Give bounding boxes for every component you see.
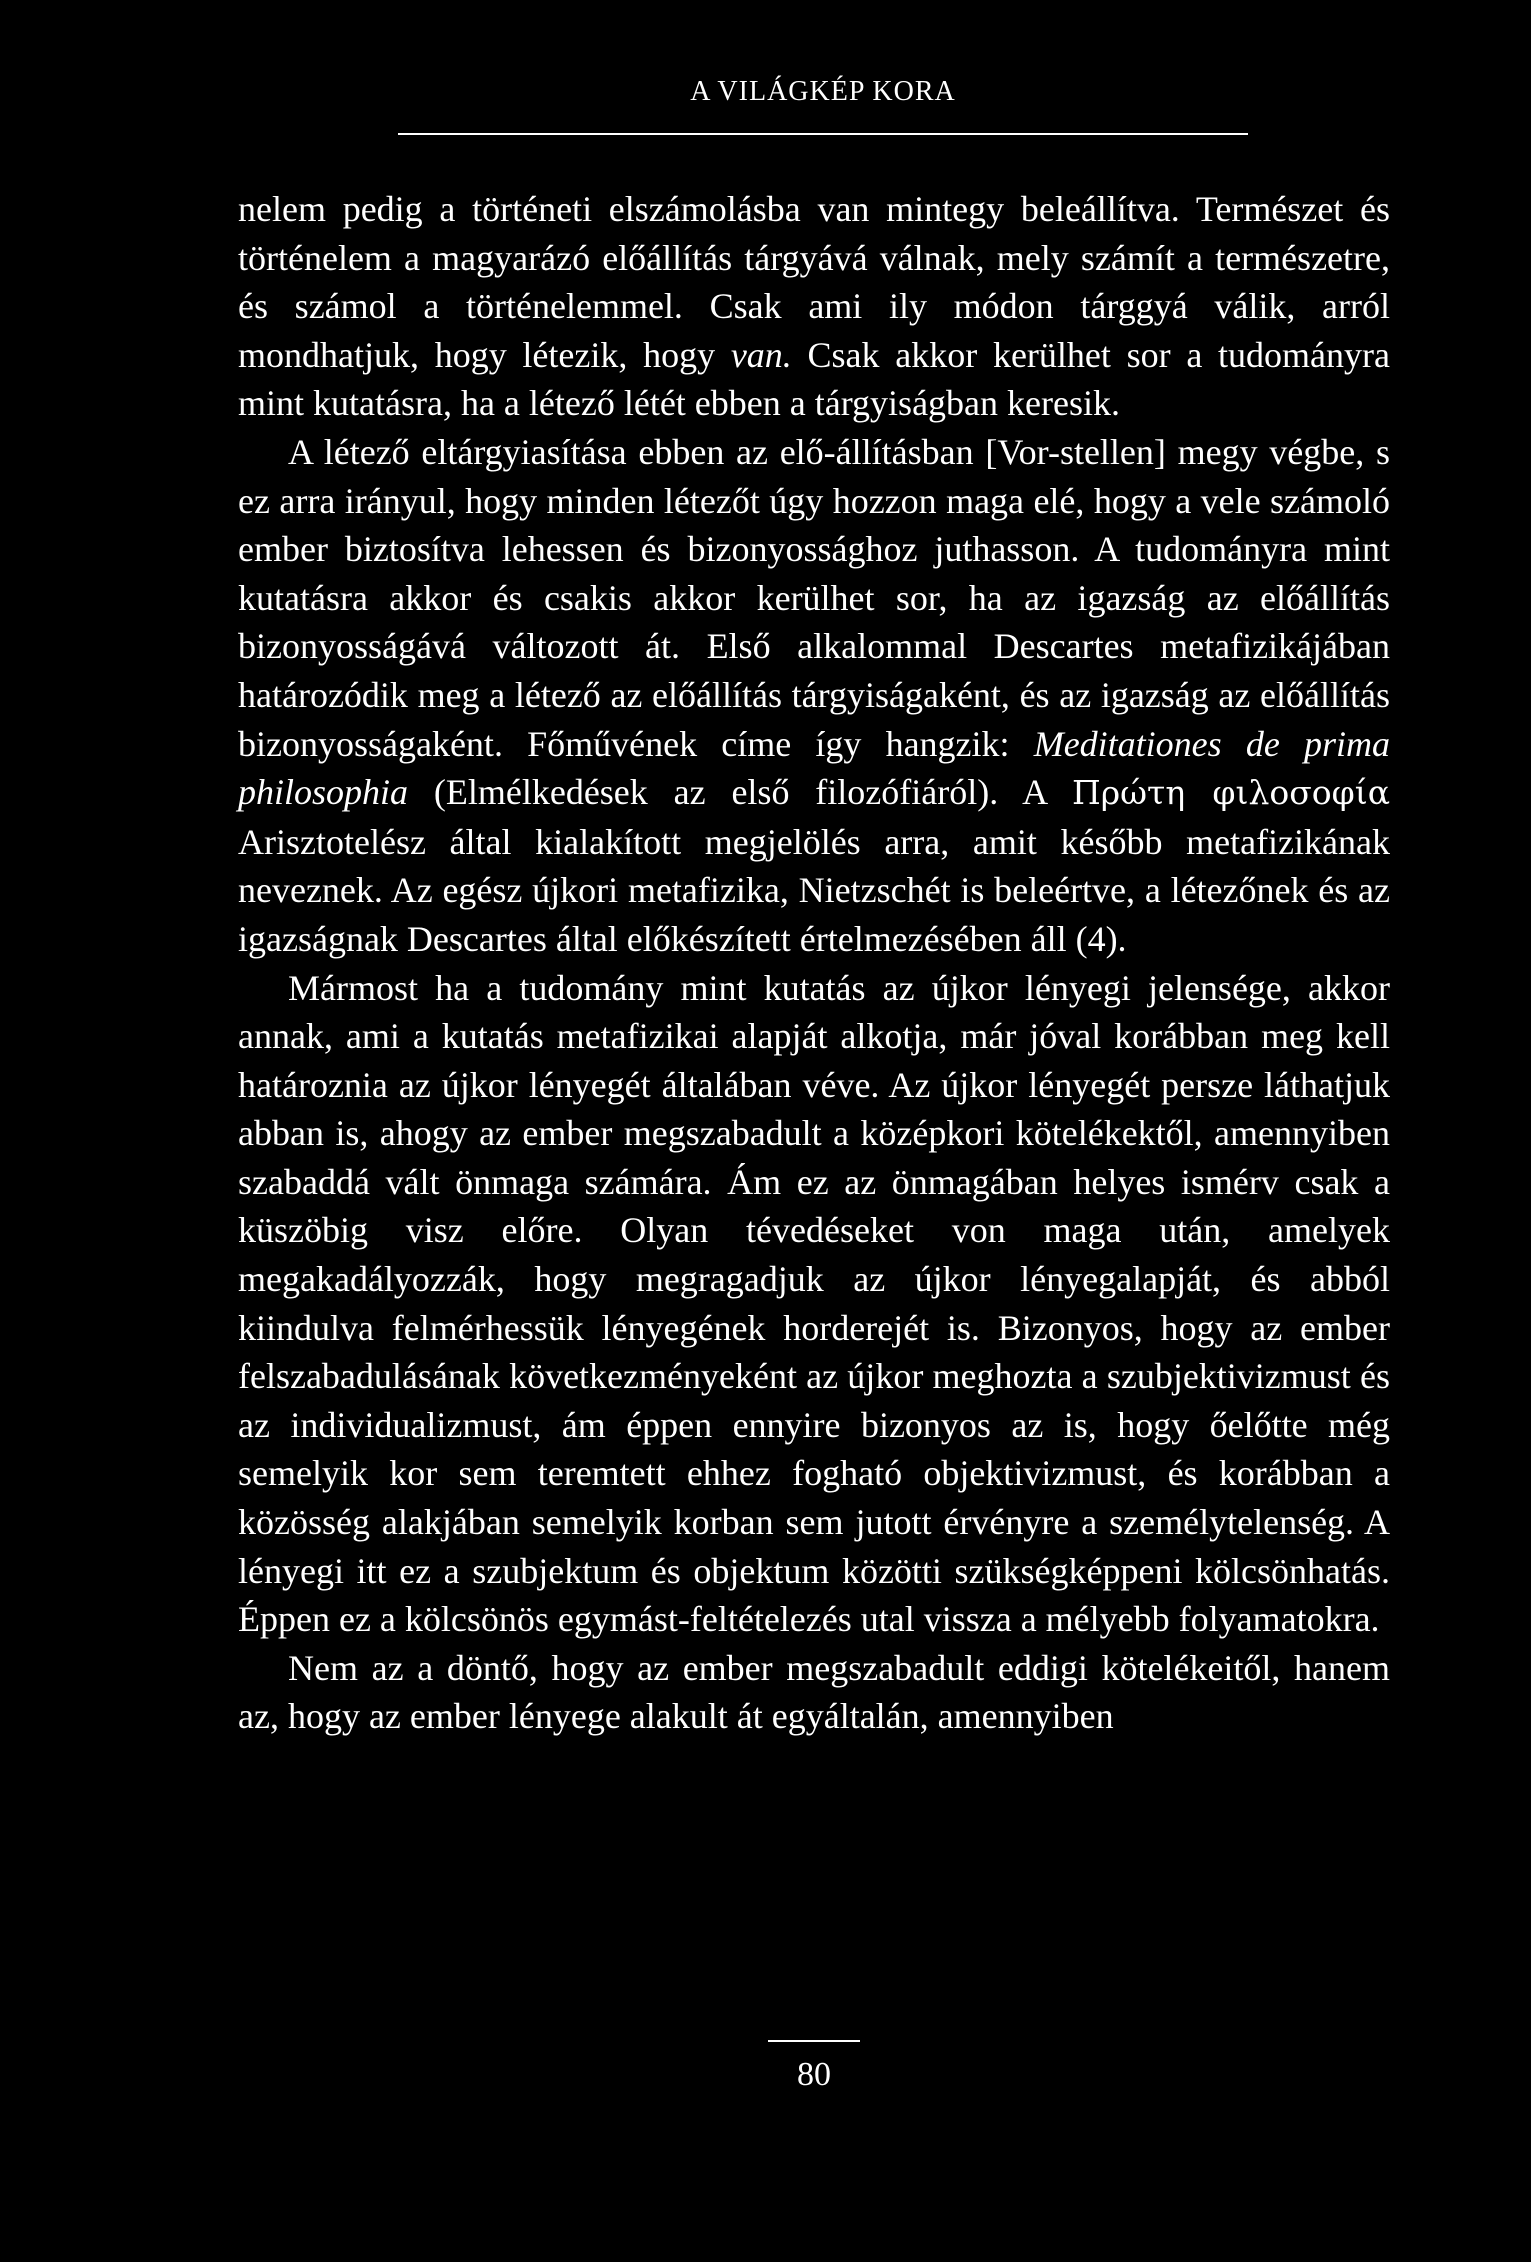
paragraph-3: Mármost ha a tudomány mint kutatás az újkor lényegi jelensége, akkor annak, ami a kutatás metafizikai alapját alkotja, már jóval korábban meg kell határoznia az újkor lényegét általában véve. Az újkor lényegét persze láthatjuk abban is, ahogy az ember megszabadult a középkori kötelékektől, amennyiben szabaddá vált önmaga számára. Ám ez az önmagában helyes ismérv csak a küszöbig visz előre. Olyan tévedéseket von maga után, amelyek megakadályozzák, hogy megragadjuk az újkor lényegalapját, és abból kiindulva felmérhessük lényegének horderejét is. Bizonyos, hogy az ember felszabadulásának következményeként az újkor meghozta a szubjektivizmust és az individualizmust, ám éppen ennyire bizonyos az is, hogy őelőtte még semelyik kor sem teremtett ehhez fogható objektivizmust, és korábban a közösség alakjában semelyik korban sem jutott érvényre a személytelenség. A lényegi itt ez a szubjektum és objektum közötti szükségképpeni kölcsönhatás. Éppen ez a kölcsönös egymást-feltételezés utal vissza a mélyebb folyamatokra. [238,967,1390,1640]
paragraph-1-emphasis: van. [730,334,792,375]
paragraph-2-text-b: (Elmélkedések az első filozófiáról). A [408,772,1072,813]
body-text [238,185,1390,1741]
paragraph-2 [238,428,1390,964]
greek-phrase: Πρώτη φιλοσοφία [1071,773,1390,813]
paragraph-2-text-a: A létező eltárgyiasítása ebben az elő-állításban [Vor-stellen] megy végbe, s ez arra irányul, hogy minden létezőt úgy hozzon maga elé, hogy a vele számoló ember biztosítva lehessen és bizonyossághoz juthasson. A tudományra mint kutatásra akkor és csakis akkor kerülhet sor, ha az igazság az előállítás bizonyosságává változott át. Első alkalommal Descartes metafizikájában határozódik meg a létező az előállítás tárgyiságaként, és az igazság az előállítás bizonyosságaként. Főművének címe így hangzik: [238,431,1390,764]
paragraph-1-text-b: Csak akkor kerülhet sor a tudományra mint kutatásra, ha a létező létét ebben a tárgyiságban keresik. [238,334,1390,424]
paragraph-1 [238,185,1390,428]
footer-rule [768,2040,860,2042]
header-rule [398,133,1248,135]
paragraph-4: Nem az a döntő, hogy az ember megszabadult eddigi kötelékeitől, hanem az, hogy az ember lényege alakult át egyáltalán, amennyiben [238,1647,1390,1737]
paragraph-1-text-a: nelem pedig a történeti elszámolásba van mintegy beleállítva. Természet és történelem a magyarázó előállítás tárgyává válnak, mely számít a természetre, és számol a történelemmel. Csak ami ily módon tárggyá válik, arról mondhatjuk, hogy létezik, hogy [238,189,1390,375]
paragraph-2-text-c: Arisztotelész által kialakított megjelölés arra, amit később metafizikának neveznek. Az egész újkori metafizika, Nietzschét is beleértve, a létezőnek és az igazságnak Descartes által előkészített értelmezésében áll (4). [238,821,1390,959]
page-number: 80 [797,2056,831,2093]
book-title: Meditationes de prima philosophia [238,723,1390,813]
running-title: A VILÁGKÉP KORA [690,76,956,107]
